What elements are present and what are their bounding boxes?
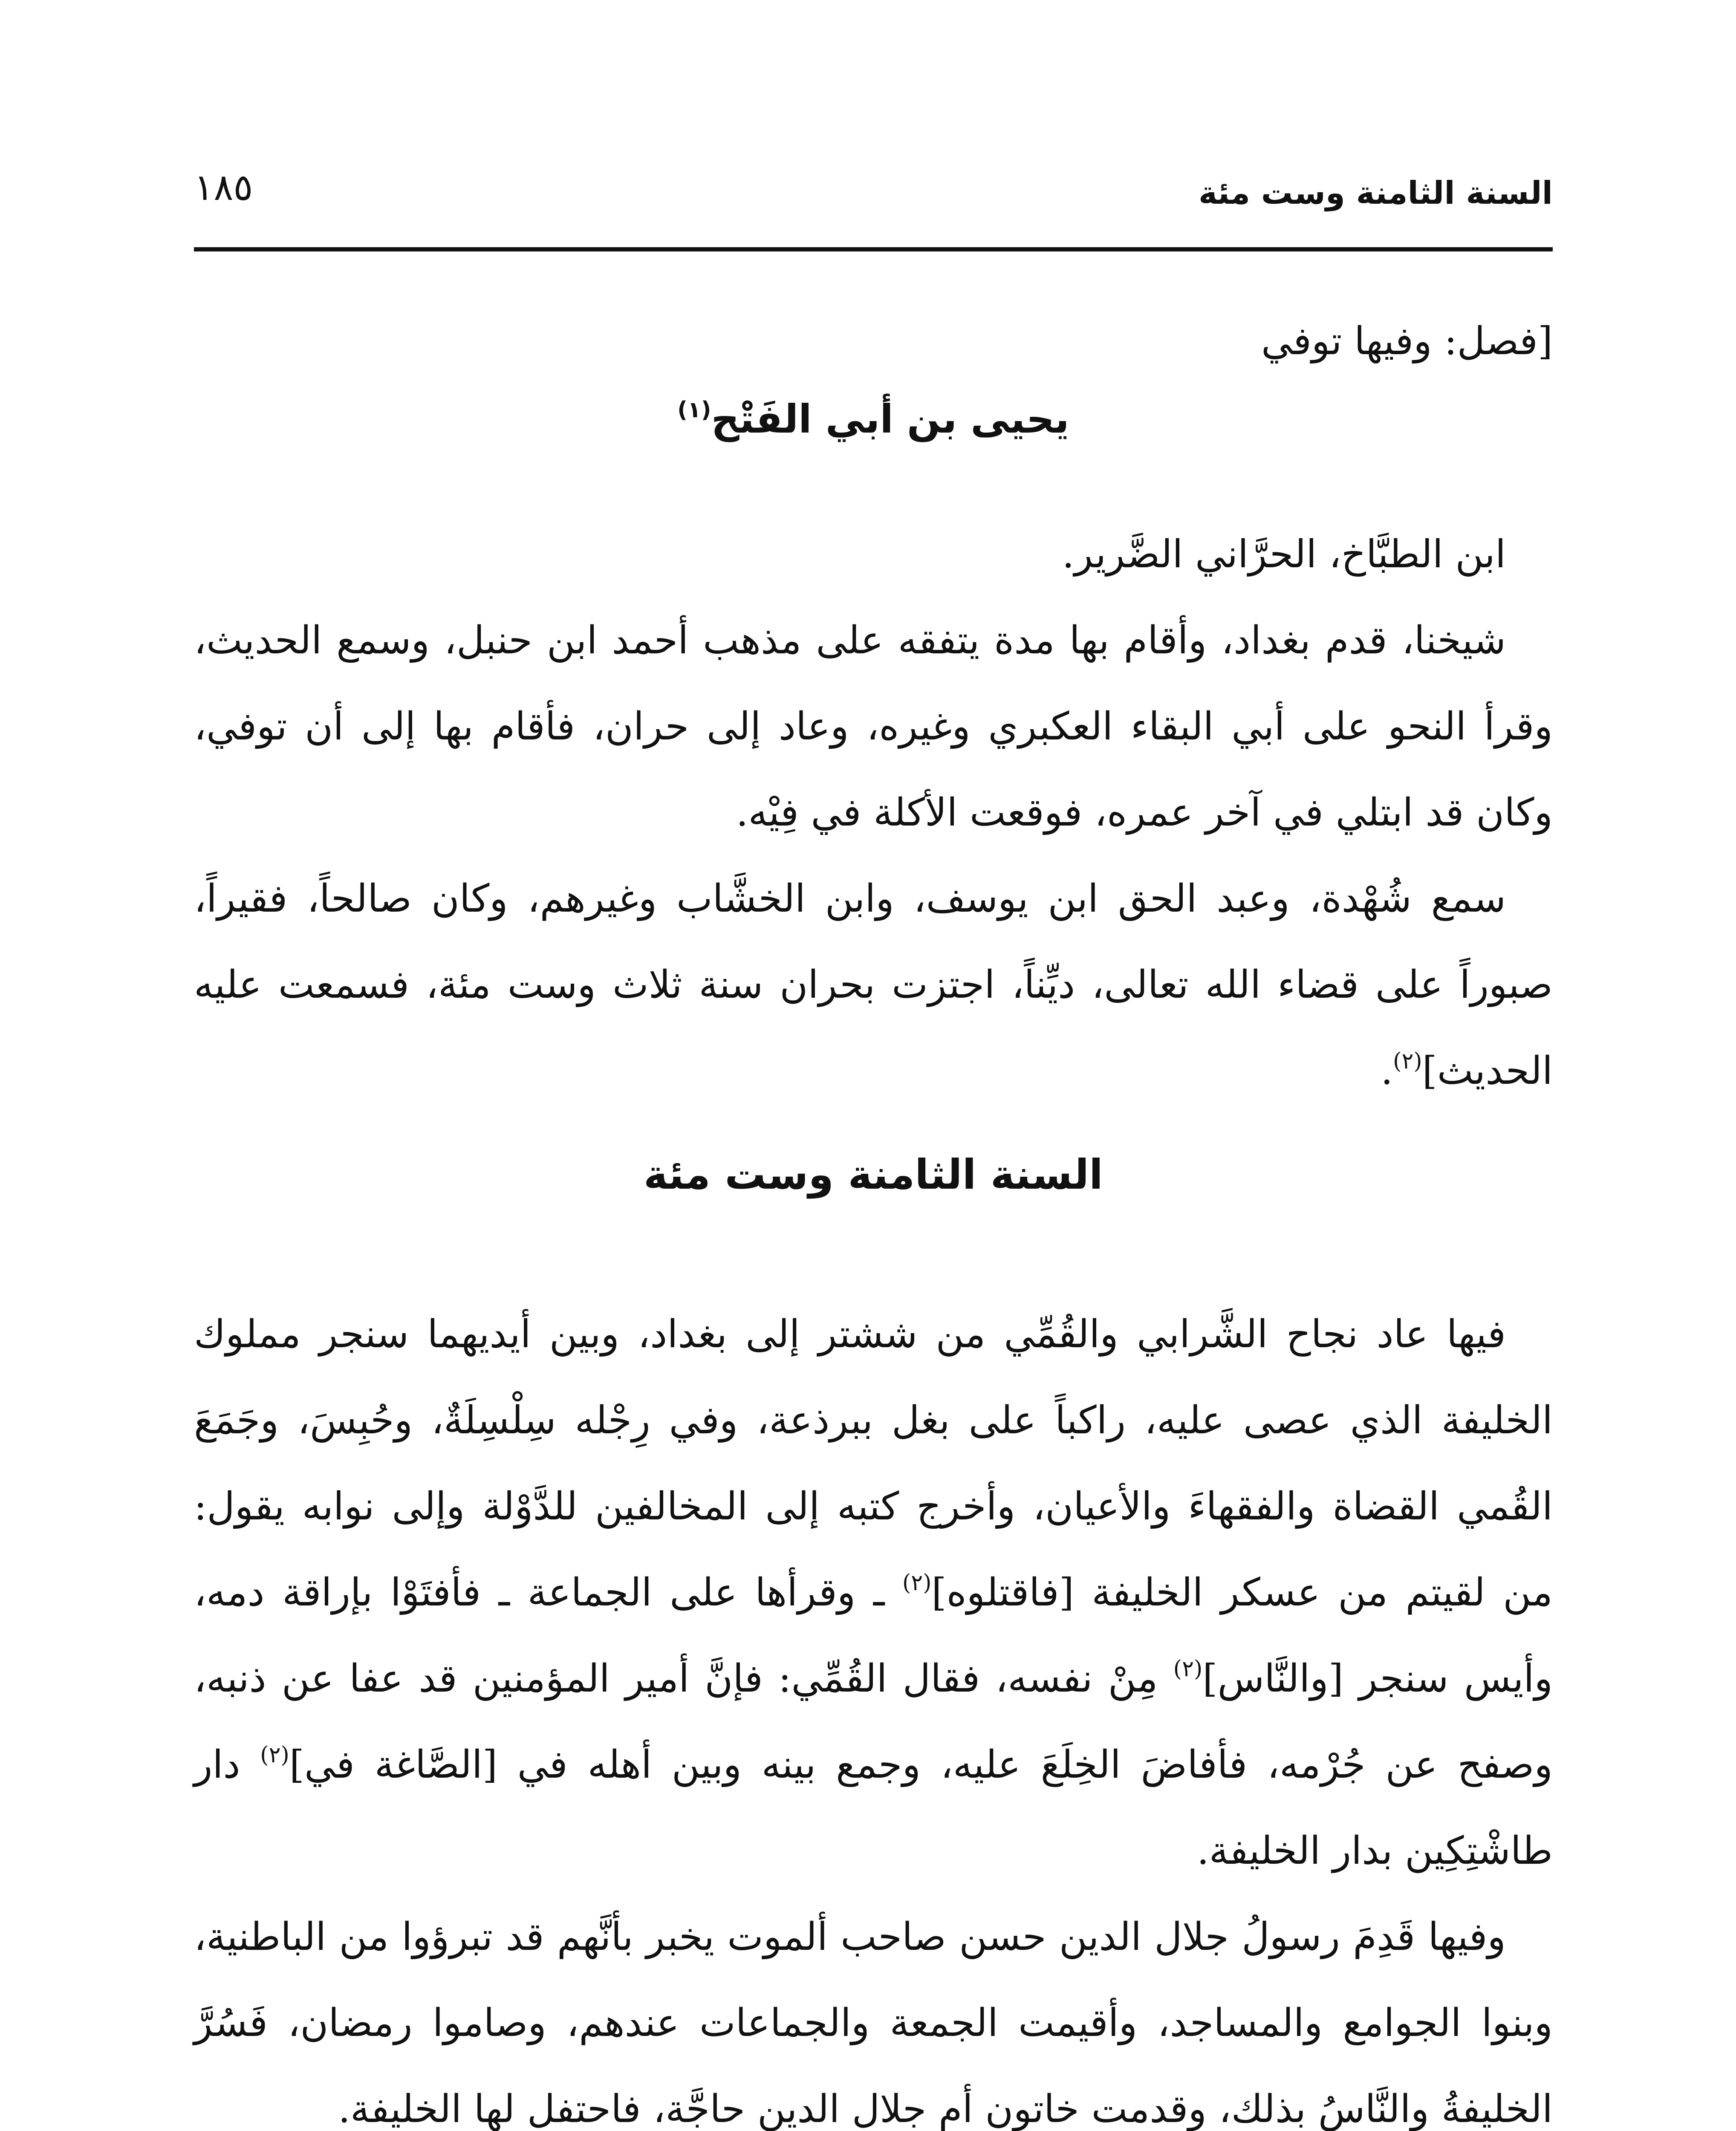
person-name: يحيى بن أبي الفَتْح <box>711 396 1069 442</box>
page-number: ١٨٥ <box>194 166 253 209</box>
biography-paragraph-3 <box>194 856 1553 1114</box>
header-rule <box>194 247 1553 251</box>
running-title: السنة الثامنة وست مئة <box>1199 175 1553 211</box>
year-events-paragraph-2: وفيها قَدِمَ رسولُ جلال الدين حسن صاحب ألموت يخبر بأنَّهم قد تبرؤوا من الباطنية، وبنوا الجوامع والمساجد، وأقيمت الجمعة والجماعات عندهم، وصاموا رمضان، فَسُرَّ الخليفةُ والنَّاسُ بذلك، وقدمت خاتون أم جلال الدين حاجَّة، فاحتفل لها الخليفة. <box>194 1914 1553 2131</box>
year-events-paragraph-1 <box>194 1291 1553 1894</box>
footnote-mark-2: (٢) <box>1173 1656 1203 1682</box>
biography-paragraph-1: ابن الطبَّاخ، الحرَّاني الضَّرير. <box>1062 532 1506 577</box>
events-text-a: فيها عاد نجاح الشَّرابي والقُمِّي من ششتر إلى بغداد، وبين أيديهما سنجر مملوك الخليفة الذي عصى عليه، راكباً على بغل ببرذعة، وفي رِجْله سِلْسِلَةٌ، وحُبِسَ، وجَمَعَ القُمي القضاة والفقهاءَ والأعيان، وأخرج كتبه إلى المخالفين للدَّوْلة وإلى نوابه يقول: من لقيتم من عسكر الخليفة [فاقتلوه] <box>194 1312 1553 1615</box>
biography-paragraph-2: شيخنا، قدم بغداد، وأقام بها مدة يتفقه على مذهب أحمد ابن حنبل، وسمع الحديث، وقرأ النحو على أبي البقاء العكبري وغيره، وعاد إلى حران، فأقام بها إلى أن توفي، وكان قد ابتلي في آخر عمره، فوقعت الأكلة في فِيْه. <box>194 618 1553 835</box>
year-events-block <box>194 1291 1553 2131</box>
biography-block <box>194 511 1553 1114</box>
events-text-b: ـ وقرأها على الجماعة ـ فأفتَوْا بإراقة دمه، وأيس سنجر [والنَّاس] <box>194 1570 1553 1701</box>
intro-text: [فصل: وفيها توفي <box>1261 319 1553 364</box>
footnote-mark-2: (٢) <box>260 1742 289 1768</box>
footnote-mark-2: (٢) <box>902 1570 932 1596</box>
biography-paragraph-3-end: . <box>1381 1048 1393 1093</box>
biography-paragraph-3-text: سمع شُهْدة، وعبد الحق ابن يوسف، وابن الخشَّاب وغيرهم، وكان صالحاً، فقيراً، صبوراً على قضاء الله تعالى، ديِّناً، اجتزت بحران سنة ثلاث وست مئة، فسمعت عليه الحديث] <box>194 876 1553 1093</box>
section-intro <box>194 298 1553 384</box>
year-heading: السنة الثامنة وست مئة <box>644 1151 1103 1198</box>
footnote-mark-1: (١) <box>677 397 711 423</box>
person-heading <box>194 396 1553 442</box>
events-text-d: دار طاشْتِكِين بدار الخليفة. <box>194 1742 1553 1873</box>
footnote-mark-2: (٢) <box>1393 1048 1422 1074</box>
events-text-c: مِنْ نفسه، فقال القُمِّي: فإنَّ أمير المؤمنين قد عفا عن ذنبه، وصفح عن جُرْمه، فأفاضَ الخِلَعَ عليه، وجمع بينه وبين أهله في [الصَّاغة في] <box>194 1656 1553 1787</box>
